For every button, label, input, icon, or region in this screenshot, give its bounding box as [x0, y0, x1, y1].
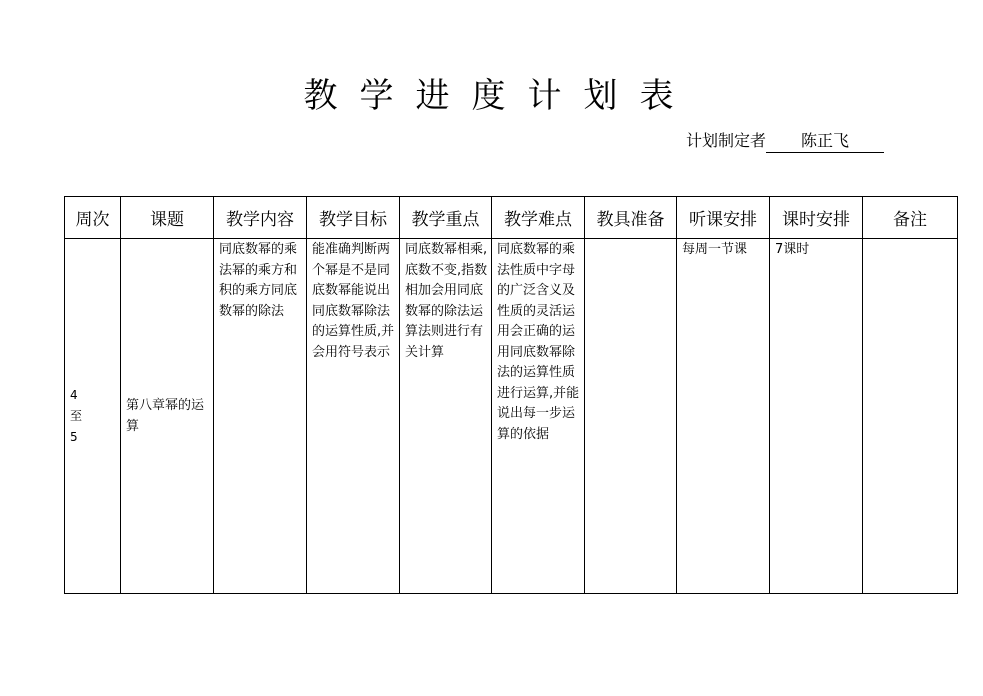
author-label: 计划制定者 — [686, 131, 767, 150]
header-content: 教学内容 — [214, 197, 307, 239]
table-header-row — [65, 197, 958, 239]
cell-notes — [863, 239, 958, 594]
header-observation: 听课安排 — [677, 197, 770, 239]
week-to: 至 — [70, 409, 83, 423]
cell-content: 同底数幂的乘法幂的乘方和积的乘方同底数幂的除法 — [214, 239, 307, 594]
author-name: 陈正飞 — [766, 130, 884, 153]
cell-hours: 7课时 — [770, 239, 863, 594]
header-key-points: 教学重点 — [400, 197, 492, 239]
cell-objective: 能准确判断两个幂是不是同底数幂能说出同底数幂除法的运算性质,并会用符号表示 — [307, 239, 400, 594]
page-title: 教学进度计划表 — [303, 76, 696, 116]
teaching-plan-table — [64, 196, 958, 594]
cell-week — [65, 239, 121, 594]
cell-materials — [585, 239, 677, 594]
cell-topic: 第八章幂的运算 — [121, 239, 214, 594]
plan-author — [686, 130, 884, 153]
cell-key-points: 同底数幂相乘,底数不变,指数相加会用同底数幂的除法运算法则进行有关计算 — [400, 239, 492, 594]
header-hours: 课时安排 — [770, 197, 863, 239]
header-difficulties: 教学难点 — [492, 197, 585, 239]
header-week: 周次 — [65, 197, 121, 239]
week-end: 5 — [70, 430, 78, 444]
table-row — [65, 239, 958, 594]
cell-difficulties: 同底数幂的乘法性质中字母的广泛含义及性质的灵活运用会正确的运用同底数幂除法的运算性质进行运算,并能说出每一步运算的依据 — [492, 239, 585, 594]
header-notes: 备注 — [863, 197, 958, 239]
cell-observation: 每周一节课 — [677, 239, 770, 594]
week-start: 4 — [70, 388, 78, 402]
header-objective: 教学目标 — [307, 197, 400, 239]
header-materials: 教具准备 — [585, 197, 677, 239]
header-topic: 课题 — [121, 197, 214, 239]
